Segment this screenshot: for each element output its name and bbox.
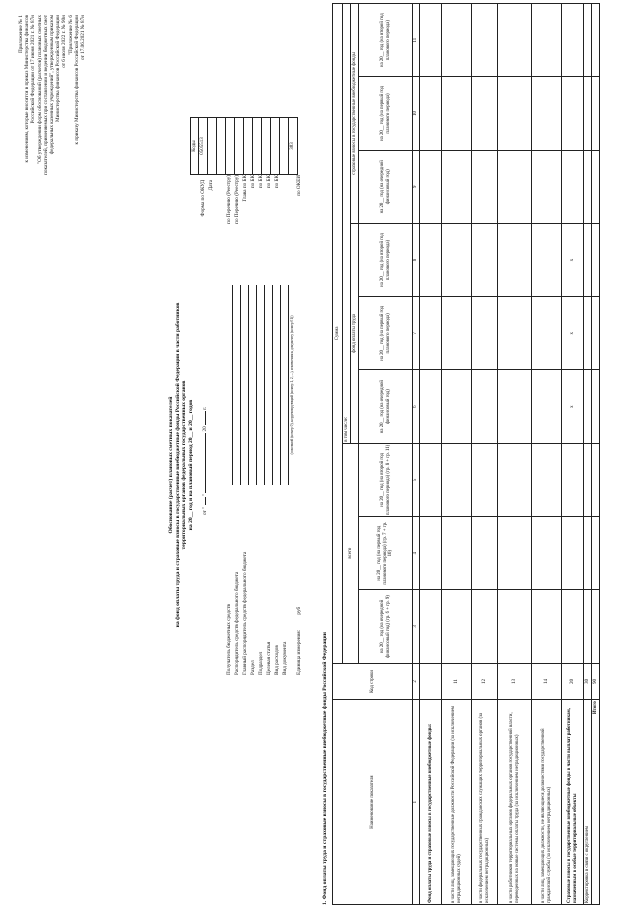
- value-cell: [584, 590, 592, 663]
- field-row: [250, 175, 258, 675]
- col-number: 6: [413, 370, 420, 443]
- okei-label: по ОКЕИ: [296, 175, 302, 196]
- value-cell: [532, 297, 562, 370]
- row-name: в части федеральных государственных гражданских служащих территориальных органов (за исключением нетрадиционных): [472, 700, 498, 905]
- okei-code: 383: [289, 118, 298, 175]
- header-col: на 20__ год (на первый год планового периода): [359, 297, 413, 370]
- row-code: 14: [532, 663, 562, 700]
- col-number: 4: [413, 517, 420, 590]
- header-fot: фонд оплаты труда: [351, 223, 359, 443]
- table-row: [420, 4, 442, 905]
- value-cell: [592, 517, 600, 590]
- value-cell: [498, 297, 532, 370]
- row-code: 20: [562, 663, 584, 700]
- code-cell: [271, 118, 280, 175]
- title-line: Обоснование (расчет) плановых сметных показателей: [168, 396, 174, 534]
- value-cell: [562, 590, 584, 663]
- field-label: Подраздел: [258, 651, 264, 675]
- value-cell: [420, 443, 442, 516]
- value-cell: [532, 517, 562, 590]
- value-cell: [584, 443, 592, 516]
- header-col: на 20__ год (на первый год планового периода) (гр. 7 + гр. 10): [359, 517, 413, 590]
- row-name: Страховые взносы в государственные внебюджетные фонды в части выплат работникам, назначенным в особые территориальные объекты: [562, 700, 584, 905]
- value-cell: [498, 223, 532, 296]
- appendix-line: к приказу Министерства финансов Российской Федерации: [73, 15, 80, 145]
- code-cell: [244, 118, 253, 175]
- value-cell: [472, 370, 498, 443]
- value-cell: [532, 370, 562, 443]
- value-cell: [562, 4, 584, 77]
- field-label: Вид документа: [282, 641, 288, 675]
- header-col: на 20__ год (на очередной финансовый год): [359, 370, 413, 443]
- field-label: Распорядитель средств федерального бюджета: [234, 571, 240, 675]
- value-cell: [472, 223, 498, 296]
- date-quote: ": [202, 494, 208, 497]
- value-cell: [442, 77, 472, 150]
- value-cell: [584, 150, 592, 223]
- value-cell: [532, 223, 562, 296]
- value-cell: [532, 590, 562, 663]
- value-cell: [584, 77, 592, 150]
- date-from: от ": [202, 506, 208, 515]
- appendix-line: "Приложение № 6: [67, 15, 74, 56]
- value-cell: [420, 223, 442, 296]
- field-row: [242, 175, 250, 675]
- section-heading: 1. Фонд оплаты труда и страховые взносы в государственные внебюджетные фонды Российской Федерации: [322, 632, 328, 905]
- code-cell: [262, 118, 271, 175]
- appendix-line: федеральных казенных учреждений", утвержденным приказом: [49, 15, 56, 155]
- value-cell: [442, 370, 472, 443]
- header-sum: Сумма: [333, 4, 343, 664]
- date-line: [202, 295, 208, 515]
- table-row: [472, 4, 498, 905]
- value-cell: [592, 297, 600, 370]
- field-label: Главный распорядитель средств федерального бюджета: [242, 551, 248, 675]
- form-title: [168, 155, 194, 775]
- row-name: Фонд оплаты труда и страховые взносы в государственные внебюджетные фонды:: [420, 700, 442, 905]
- header-code: Код строки: [333, 663, 413, 700]
- code-cell: [280, 118, 289, 175]
- field-row: [282, 175, 290, 675]
- value-cell: [472, 443, 498, 516]
- value-cell: [592, 223, 600, 296]
- table-row: [592, 4, 600, 905]
- appendix-line: к изменениям, которые вносятся в приказ Министерства финансов: [24, 15, 31, 163]
- value-cell: [498, 370, 532, 443]
- row-name: в части работников территориальных органов федеральных органов государственной власти, переведенных на новые системы оплаты труда (за исключением нетрадиционных): [498, 700, 532, 905]
- field-row: [266, 175, 274, 675]
- value-cell: [584, 370, 592, 443]
- header-col: на 20__ год (на второй год планового периода) (гр. 8 + гр. 11): [359, 443, 413, 516]
- value-cell: [592, 4, 600, 77]
- code-cell: [217, 118, 226, 175]
- value-cell: [472, 590, 498, 663]
- field-label: Вид расходов: [274, 645, 280, 675]
- row-code: 30: [584, 663, 592, 700]
- field-row: [274, 175, 282, 675]
- value-cell: [472, 517, 498, 590]
- value-cell: [584, 517, 592, 590]
- appendix-line: Приложение № 1: [18, 15, 24, 53]
- value-cell: [442, 223, 472, 296]
- codes-labels: [200, 180, 216, 245]
- value-cell: [498, 590, 532, 663]
- field-right-label: Глава по БК: [242, 175, 248, 202]
- value-cell: [532, 4, 562, 77]
- header-total: всего: [343, 443, 359, 663]
- value-cell: [472, 4, 498, 77]
- value-cell: [562, 150, 584, 223]
- header-ins: страховые взносы в государственные внебюджетные фонды: [351, 4, 359, 224]
- row-name: Итого: [592, 700, 600, 905]
- value-cell: [498, 443, 532, 516]
- code-cell: [253, 118, 262, 175]
- okud-label: Форма по ОКУД: [200, 180, 206, 217]
- appendix-line: от 17.06.2021 № 87н: [80, 15, 87, 60]
- field-right-label: по БК: [274, 175, 280, 189]
- appendix-line: Российской Федерации от 17 июня 2021 г. № 87н: [30, 15, 37, 124]
- header-col: на 20__ год (на первый год планового периода): [359, 77, 413, 150]
- fields-block: [226, 175, 304, 675]
- header-col: на 20__ год (на очередной финансовый год): [359, 150, 413, 223]
- unit-label: Единица измерения:: [296, 629, 302, 675]
- col-number: 3: [413, 590, 420, 663]
- field-right-label: по БК: [266, 175, 272, 189]
- value-cell: [442, 443, 472, 516]
- field-right-label: по Перечню (Реестру): [226, 175, 232, 224]
- value-cell: [420, 150, 442, 223]
- table-row: [562, 4, 584, 905]
- value-cell: [532, 77, 562, 150]
- date-g: г.: [202, 406, 208, 410]
- header-name: Наименование показателя: [333, 700, 413, 905]
- value-cell: [498, 4, 532, 77]
- value-cell: [442, 150, 472, 223]
- value-cell: [532, 443, 562, 516]
- appendix-line: от 6 июля 2022 г. № 90н: [61, 15, 68, 68]
- value-cell: [584, 297, 592, 370]
- table-row: [442, 4, 472, 905]
- value-cell: x: [562, 223, 584, 296]
- field-row: [226, 175, 234, 675]
- value-cell: [442, 517, 472, 590]
- code-cell: [226, 118, 235, 175]
- appendix-block: [18, 15, 86, 305]
- value-cell: [442, 590, 472, 663]
- col-number: 8: [413, 223, 420, 296]
- codes-header: Коды: [191, 118, 199, 175]
- value-cell: [498, 77, 532, 150]
- value-cell: [532, 150, 562, 223]
- field-row: [258, 175, 266, 675]
- value-cell: [584, 4, 592, 77]
- header-col: на 20__ год (на второй год планового периода): [359, 223, 413, 296]
- header-col: на 20__ год (на второй год планового периода): [359, 4, 413, 77]
- title-line: территориальных органов федеральных государственных органов: [181, 380, 188, 550]
- value-cell: [592, 370, 600, 443]
- value-cell: [592, 443, 600, 516]
- col-number: 5: [413, 443, 420, 516]
- value-cell: [498, 517, 532, 590]
- value-cell: [562, 517, 584, 590]
- col-number: 7: [413, 297, 420, 370]
- col-number: 2: [413, 663, 420, 700]
- code-cell: [235, 118, 244, 175]
- col-number: 10: [413, 77, 420, 150]
- field-right-label: по Перечню (Реестру): [234, 175, 240, 224]
- row-code: 12: [472, 663, 498, 700]
- codes-table: [190, 117, 298, 175]
- date-label: Дата: [208, 180, 214, 191]
- col-number: 11: [413, 4, 420, 77]
- value-cell: [420, 370, 442, 443]
- field-label: Целевая статья: [266, 641, 272, 675]
- value-cell: [592, 77, 600, 150]
- title-line: на 20__ год и на плановый период 20__ и 20__ годов: [187, 399, 194, 531]
- field-row: [234, 175, 242, 675]
- date-year: 20: [202, 426, 208, 432]
- value-cell: [592, 150, 600, 223]
- value-cell: [562, 443, 584, 516]
- value-cell: [584, 223, 592, 296]
- row-code: 13: [498, 663, 532, 700]
- appendix-line: Министерства финансов Российской Федерации: [55, 15, 62, 122]
- field-label: Раздел: [250, 660, 256, 675]
- field-right-label: по БК: [250, 175, 256, 189]
- doc-type-note: (основной (номер 0), корректирующий (номер 1, 2, ...), изменения к документу (номер 01)): [290, 315, 294, 455]
- date-value: [208, 118, 217, 175]
- value-cell: [442, 297, 472, 370]
- col-number: 9: [413, 150, 420, 223]
- row-code: [420, 663, 442, 700]
- unit-row: [296, 175, 304, 675]
- field-label: Получатель бюджетных средств: [226, 604, 232, 675]
- row-code: 90: [592, 663, 600, 700]
- field-right-label: по БК: [258, 175, 264, 189]
- value-cell: [420, 4, 442, 77]
- value-cell: [472, 150, 498, 223]
- title-line: на фонд оплаты труда и страховые взносы в государственные внебюджетные фонды Российской Федерации в части работников: [174, 302, 181, 628]
- value-cell: [498, 150, 532, 223]
- main-table: [332, 3, 600, 905]
- value-cell: [472, 297, 498, 370]
- value-cell: [420, 517, 442, 590]
- table-row: [532, 4, 562, 905]
- okud-value: 0505513: [199, 118, 208, 175]
- col-number: 1: [413, 700, 420, 905]
- value-cell: x: [562, 297, 584, 370]
- row-code: 11: [442, 663, 472, 700]
- row-name: Корректировка в связи с округлением: [584, 700, 592, 905]
- value-cell: [442, 4, 472, 77]
- table-row: [584, 4, 592, 905]
- value-cell: [472, 77, 498, 150]
- appendix-line: показателей, применяемых при составлении и ведении бюджетных смет: [42, 15, 49, 175]
- value-cell: [420, 590, 442, 663]
- value-cell: [592, 590, 600, 663]
- unit-value: руб: [296, 606, 302, 615]
- appendix-line: "Об утверждении форм обоснований (расчетов) плановых сметных: [36, 15, 43, 164]
- row-name: в части лиц, замещающих государственные должности Российской Федерации (за исключением нетрадиционных судей): [442, 700, 472, 905]
- value-cell: x: [562, 370, 584, 443]
- table-body: [420, 4, 600, 905]
- value-cell: [562, 77, 584, 150]
- row-name: в части лиц, замещающих должности, не являющиеся должностями государственной гражданской службы (за исключением нетрадиционных): [532, 700, 562, 905]
- header-incl: в том числе:: [343, 4, 351, 444]
- table-row: [498, 4, 532, 905]
- value-cell: [420, 77, 442, 150]
- header-col: на 20__ год (на очередной финансовый год) (гр. 6 + гр. 9): [359, 590, 413, 663]
- value-cell: [420, 297, 442, 370]
